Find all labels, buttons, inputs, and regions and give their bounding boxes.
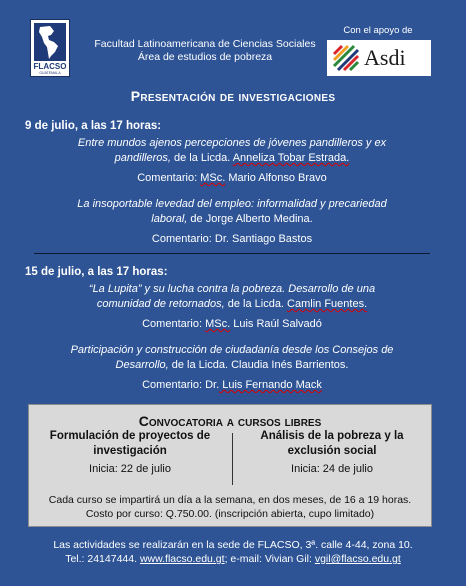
presentation-item	[36, 343, 428, 373]
asdi-wordmark: Asdi	[364, 45, 406, 70]
author-prefix: de la Licda. Claudia Inés Barrientos.	[168, 359, 349, 371]
footer-address: Las actividades se realizarán en la sede de FLACSO, 3ª. calle 4-44, zona 10.	[53, 539, 413, 551]
comment-line	[36, 232, 428, 247]
commenter-name: Luis Fernando Mack	[219, 379, 322, 391]
organization-name: Facultad Latinoamericana de Ciencias Sociales	[94, 38, 316, 50]
logo-subtitle: GUATEMALA	[39, 71, 61, 75]
asdi-logo	[327, 40, 431, 76]
asdi-mark-icon	[332, 44, 360, 72]
footer-contact	[10, 552, 456, 566]
session-date: 15 de julio, a las 17 horas:	[25, 266, 168, 278]
course-name: Formulación de proyectos de investigación	[49, 430, 211, 457]
comment-label: Comentario:	[151, 233, 215, 245]
commenter-title: MSc.	[205, 318, 231, 330]
comment-label: Comentario:	[142, 318, 206, 330]
organization-area: Área de estudios de pobreza	[137, 51, 273, 63]
presentation-item	[36, 282, 428, 312]
comment-line	[36, 171, 428, 186]
course-start-date: Inicia: 24 de julio	[291, 463, 373, 475]
footer	[10, 538, 456, 566]
presentation-title-cont: comunidad de retornados,	[96, 298, 225, 310]
author-name: Anneliza Tobar Estrada.	[232, 152, 350, 164]
comment-label: Comentario:	[142, 379, 206, 391]
course-name: Análisis de la pobreza y la exclusión social	[260, 430, 404, 457]
presentation-title: “La Lupita” y su lucha contra la pobreza. Desarrollo de una	[88, 283, 376, 295]
presentation-title: La insoportable levedad del empleo: informalidad y precariedad	[77, 198, 387, 210]
courses-box	[28, 404, 432, 527]
course-card	[241, 429, 423, 475]
course-card	[39, 429, 221, 475]
presentation-title-cont: pandilleros,	[114, 152, 171, 164]
comment-line	[36, 317, 428, 332]
website-link[interactable]: www.flacso.edu.gt	[139, 553, 225, 565]
author-name: Camlin Fuentes.	[287, 298, 368, 310]
course-start-date: Inicia: 22 de julio	[89, 463, 171, 475]
america-map-icon	[34, 23, 66, 61]
session-date: 9 de julio, a las 17 horas:	[25, 120, 162, 132]
commenter-title: Dr.	[205, 379, 220, 391]
author-prefix: de la Licda.	[170, 152, 233, 164]
presentation-title-cont: Desarrollo,	[115, 359, 169, 371]
commenter-name: Luis Raúl Salvadó	[230, 318, 322, 330]
presentation-title: Participación y construcción de ciudadanía desde los Consejos de	[70, 344, 394, 356]
comment-line	[36, 378, 428, 393]
email-label: ; e-mail: Vivian Gil:	[224, 553, 315, 565]
page-title: Presentación de investigaciones	[130, 88, 336, 104]
author-prefix: de la Licda.	[224, 298, 288, 310]
flacso-logo	[30, 19, 70, 77]
commenter-title: Dr.	[214, 233, 229, 245]
email-link[interactable]: vgil@flacso.edu.gt	[314, 553, 401, 565]
commenter-name: Mario Alfonso Bravo	[225, 172, 327, 184]
organization-header	[85, 38, 325, 64]
section-divider	[34, 253, 430, 254]
presentation-item	[36, 136, 428, 166]
author-prefix: de Jorge Alberto Medina.	[187, 213, 313, 225]
footer-phone: Tel.: 24147444.	[65, 553, 140, 565]
support-label: Con el apoyo de	[343, 25, 413, 36]
presentation-title-cont: laboral,	[151, 213, 188, 225]
commenter-name: Santiago Bastos	[228, 233, 313, 245]
commenter-title: MSc.	[200, 172, 226, 184]
course-divider	[232, 433, 233, 485]
presentation-title: Entre mundos ajenos percepciones de jóvenes pandilleros y ex	[77, 137, 387, 149]
courses-note: Cada curso se impartirá un día a la semana, en dos meses, de 16 a 19 horas. Costo por curso: Q.750.00. (inscripción abierta, cupo limitado)	[48, 494, 412, 520]
comment-label: Comentario:	[137, 172, 201, 184]
logo-wordmark: FLACSO	[33, 62, 67, 71]
courses-title: Convocatoria a cursos libres	[138, 413, 322, 429]
presentation-item	[36, 197, 428, 227]
